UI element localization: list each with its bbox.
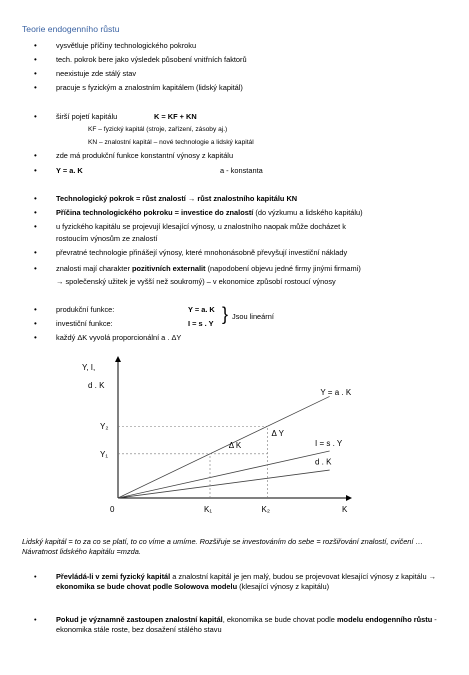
y-tick-y2: Y₂ (100, 422, 109, 432)
bullet-icon: • (34, 615, 37, 624)
bullet-icon: • (34, 69, 37, 78)
bullet-icon: • (34, 208, 37, 217)
chart-svg (80, 348, 380, 518)
human-capital-note: Lidský kapitál = to za co se platí, to co víme a umíme. Rozšiřuje se investováním do sebe = rozšiřování znalostí, cvičení … Návratnost lidského kapitálu =mzda. (22, 537, 423, 556)
bullet-icon: • (34, 319, 37, 328)
bullet-icon: • (34, 305, 37, 314)
y-axis-label-1: Y, I, (82, 363, 96, 372)
series-label: d . K (315, 457, 332, 467)
delta-y-label: Δ Y (271, 429, 284, 439)
bullet-icon: • (34, 572, 37, 581)
x-tick-k2: K₂ (261, 505, 270, 514)
bullet-icon: • (34, 194, 37, 203)
kn-definition: KN – znalostní kapitál – nové technologie a lidský kapitál (88, 139, 254, 146)
series-label: Y = a . K (320, 387, 352, 397)
bullet-icon: • (34, 112, 37, 121)
growth-chart (80, 348, 380, 523)
bullet-icon: • (34, 222, 37, 231)
y-tick-y1: Y₁ (100, 449, 109, 459)
bullet-icon: • (34, 41, 37, 50)
bullet-icon: • (34, 264, 37, 273)
a-konstanta: a - konstanta (220, 166, 263, 175)
bullet-icon: • (34, 166, 37, 175)
bullet-icon: • (34, 333, 37, 342)
y-axis-arrow (115, 356, 121, 362)
y-axis-label-2: d . K (88, 381, 105, 390)
page-title: Teorie endogenního růstu (22, 24, 120, 34)
series-label: I = s . Y (315, 439, 343, 449)
bullet-icon: • (34, 55, 37, 64)
kapital-formula: K = KF + KN (154, 112, 197, 121)
bullet-icon: • (34, 151, 37, 160)
bullet-icon: • (34, 83, 37, 92)
investment-function: I = s . Y (188, 319, 214, 328)
production-function: Y = a. K (188, 305, 215, 314)
x-tick-k1: K₁ (204, 505, 213, 514)
delta-k-label: Δ K (228, 440, 242, 450)
origin-label: 0 (110, 505, 115, 514)
series-line (118, 396, 330, 498)
x-axis-label: K (342, 505, 348, 514)
kf-definition: KF – fyzický kapitál (stroje, zařízení, zásoby aj.) (88, 126, 228, 133)
bullet-icon: • (34, 248, 37, 257)
x-axis-arrow (346, 495, 352, 501)
linear-note: Jsou lineární (232, 312, 274, 321)
brace-icon: } (222, 304, 229, 324)
